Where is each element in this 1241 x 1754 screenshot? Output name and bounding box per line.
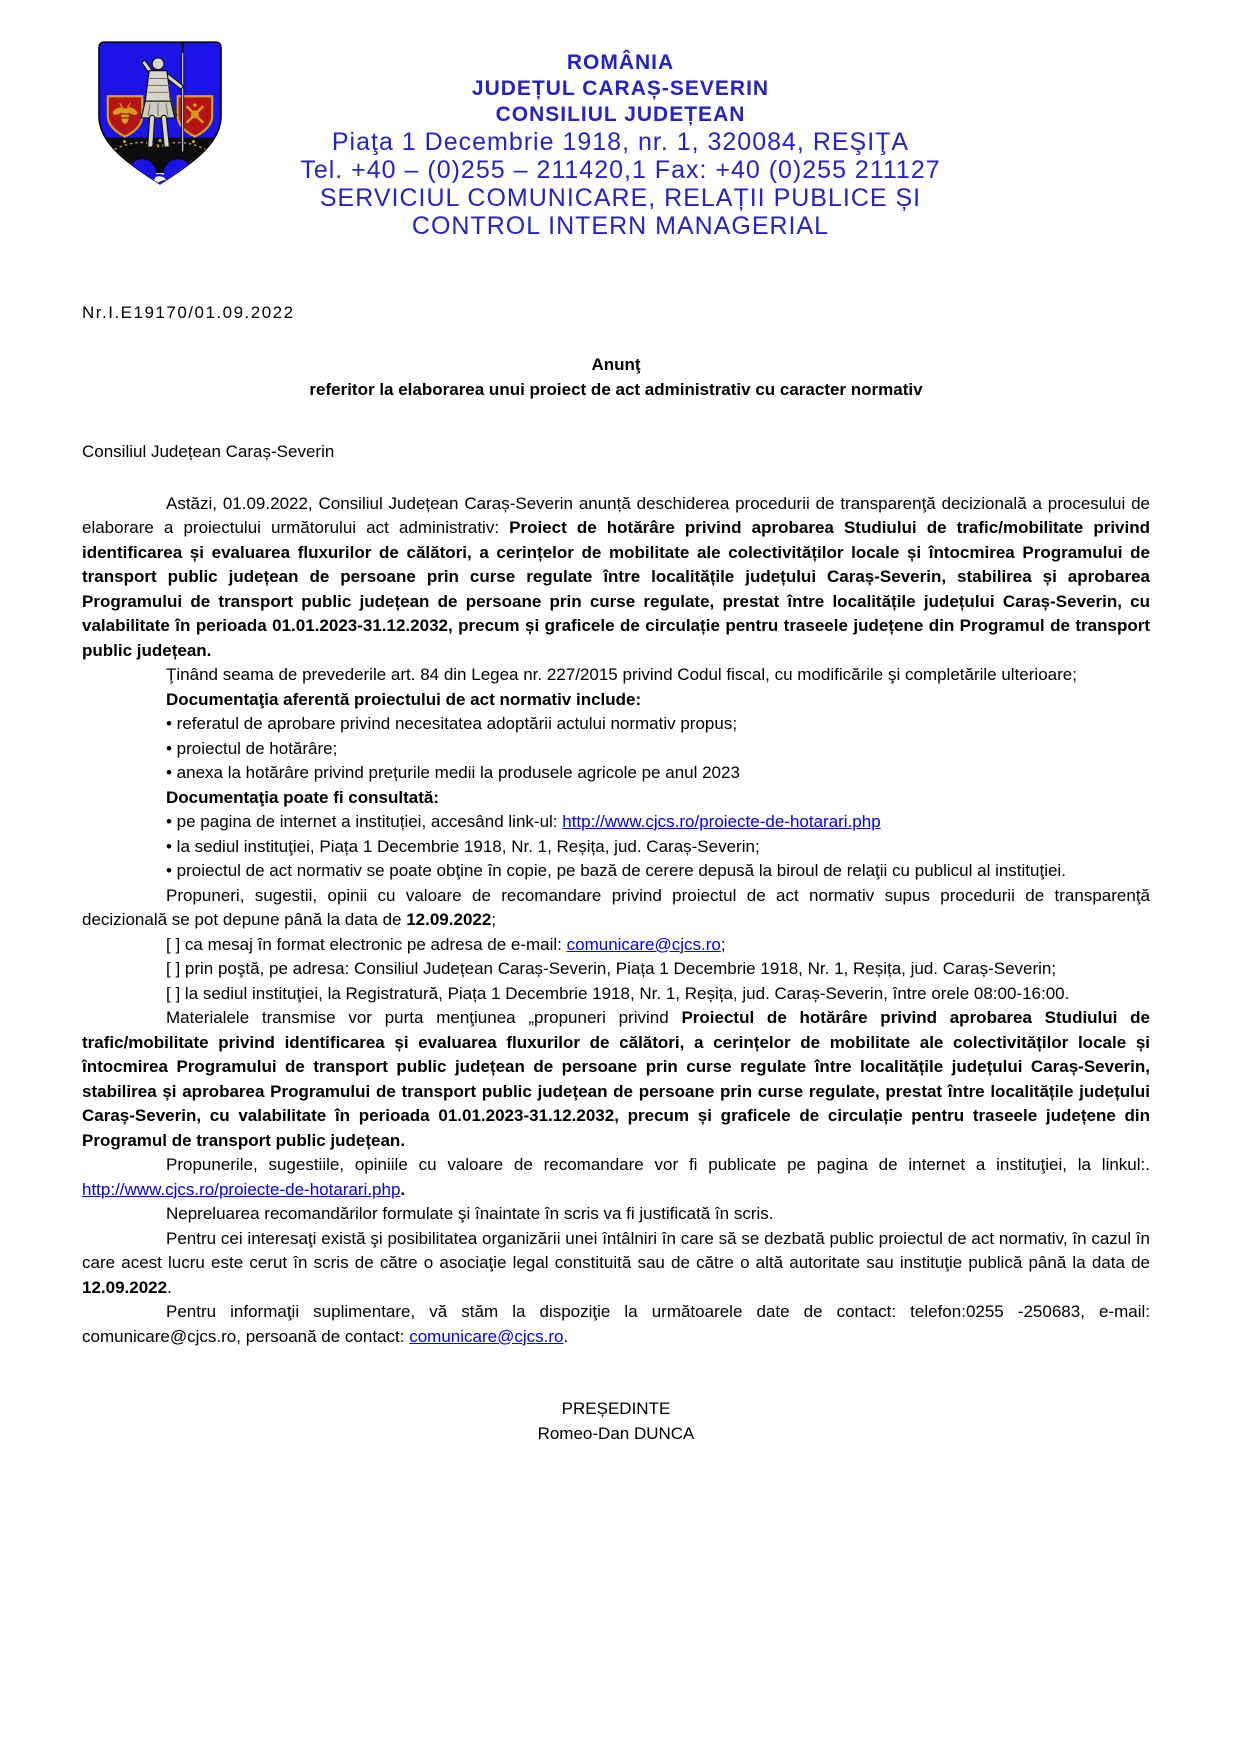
hyperlink[interactable]: comunicare@cjcs.ro (409, 1326, 564, 1346)
text-run: [ ] prin poştă, pe adresa: Consiliul Județean Caraș-Severin, Piața 1 Decembrie 1918, Nr. 1, Reșița, jud. Caraș-Severin; (166, 959, 1057, 978)
department-line-1: SERVICIUL COMUNICARE, RELAȚII PUBLICE ȘI (319, 184, 922, 212)
text-run: . (167, 1277, 172, 1297)
bold-text-run: 12.09.2022 (82, 1277, 168, 1297)
hyperlink[interactable]: http://www.cjcs.ro/proiecte-de-hotarari.php (82, 1179, 401, 1199)
text-run: ; (491, 910, 497, 929)
county-name: JUDEȚUL CARAȘ-SEVERIN (471, 77, 770, 100)
institution-phone-fax: Tel. +40 – (0)255 – 211420,1 Fax: +40 (0)255 211127 (300, 156, 941, 184)
text-run: Propunerile, sugestiile, opiniile cu valoare de recomandare vor fi publicate pe pagina de internet a instituţiei, la linkul:. (166, 1155, 1150, 1174)
text-run: [ ] la sediul instituţiei, la Registratură, Piața 1 Decembrie 1918, Nr. 1, Reșița, jud. Caraș-Severin, între orele 08:00-16:00. (166, 983, 1070, 1003)
paragraph (82, 1153, 1150, 1202)
country-name: ROMÂNIA (566, 51, 675, 74)
paragraph (82, 884, 1150, 933)
institution-address: Piaţa 1 Decembrie 1918, nr. 1, 320084, REŞIŢA (331, 128, 910, 156)
addressee: Consiliul Județean Caraș-Severin (82, 442, 335, 461)
reference-number: Nr.I.E19170/01.09.2022 (82, 303, 295, 322)
text-run: Pentru cei interesaţi există şi posibilitatea organizării unei întâlniri în care să se dezbată public proiectul de act normativ, în cazul în care acest lucru este cerut în scris de către o asociaţie legal constituită sau de către o altă autoritate sau instituţie publică până la data de (82, 1228, 1150, 1272)
institution-name: CONSILIUL JUDEȚEAN (495, 103, 746, 126)
paragraph (82, 933, 1150, 958)
signature-role: PREȘEDINTE (561, 1399, 671, 1418)
paragraph (82, 761, 1150, 786)
text-run: Pentru informaţii suplimentare, vă stăm la dispoziţie la următoarele date de contact: telefon:0255 -250683, e-mail: comunicare@cjcs.ro, persoană de contact: (82, 1302, 1150, 1346)
text-run: ; (720, 934, 726, 954)
bold-text-run: Proiect de hotărâre privind aprobarea Studiului de trafic/mobilitate privind identificarea și evaluarea fluxurilor de călători, a cerințelor de mobilitate ale colectivităților locale și întocmirea Programului de transport public județean de persoane prin curse regulate între localitățile județului Caraș-Severin, stabilirea și aprobarea Programului de transport public județean de persoane prin curse regulate, prestat între localitățile județului Caraș-Severin, cu valabilitate în perioada 01.01.2023-31.12.2032, precum și graficele de circulație pentru traseele județene din Programul de transport public județean. (82, 518, 1150, 660)
paragraph (82, 663, 1150, 688)
signature-name: Romeo-Dan DUNCA (537, 1423, 695, 1443)
letterhead (0, 0, 1241, 255)
paragraph (82, 810, 1150, 835)
paragraph (82, 1227, 1150, 1301)
bold-text-run: . (400, 1179, 406, 1199)
paragraph (82, 712, 1150, 737)
paragraph (82, 737, 1150, 762)
paragraph (82, 492, 1150, 664)
text-run: • proiectul de hotărâre; (166, 738, 338, 758)
hyperlink[interactable]: http://www.cjcs.ro/proiecte-de-hotarari.php (562, 812, 881, 831)
bold-text-run: Documentaţia aferentă proiectului de act normativ include: (166, 689, 642, 709)
text-run: [ ] ca mesaj în format electronic pe adresa de e-mail: (166, 934, 567, 954)
text-run: Materialele transmise vor purta menţiunea „propuneri privind (166, 1008, 682, 1027)
paragraph (82, 688, 1150, 713)
document-body (82, 492, 1150, 1350)
text-run: • referatul de aprobare privind necesitatea adoptării actului normativ propus; (166, 714, 738, 733)
bold-text-run: Documentaţia poate fi consultată: (166, 787, 439, 807)
text-run: • pe pagina de internet a instituției, accesând link-ul: (166, 812, 563, 831)
paragraph (82, 982, 1150, 1007)
text-run: Ţinând seama de prevederile art. 84 din Legea nr. 227/2015 privind Codul fiscal, cu modificările şi completările ulterioare; (166, 665, 1077, 684)
paragraph (82, 1202, 1150, 1227)
text-run: • la sediul instituţiei, Piața 1 Decembrie 1918, Nr. 1, Reșița, jud. Caraș-Severin; (166, 836, 760, 856)
bold-text-run: 12.09.2022 (406, 910, 492, 929)
paragraph (82, 859, 1150, 884)
document-title (82, 353, 1150, 402)
caras-severin-coat-of-arms-icon (95, 38, 225, 188)
text-run: Nepreluarea recomandărilor formulate şi înaintate în scris va fi justificată în scris. (166, 1204, 774, 1223)
text-run: Propuneri, sugestii, opinii cu valoare de recomandare privind proiectul de act normativ supus procedurii de transparenţă decizională se pot depune până la data de (82, 885, 1150, 929)
hyperlink[interactable]: comunicare@cjcs.ro (566, 934, 721, 954)
paragraph (82, 1300, 1150, 1349)
document-content (0, 303, 1241, 1446)
text-run: . (563, 1326, 569, 1346)
paragraph (82, 835, 1150, 860)
title-line-2: referitor la elaborarea unui proiect de act administrativ cu caracter normativ (309, 379, 923, 399)
department-line-2: CONTROL INTERN MANAGERIAL (411, 212, 830, 240)
paragraph (82, 786, 1150, 811)
paragraph (82, 1006, 1150, 1153)
paragraph (82, 957, 1150, 982)
text-run: • proiectul de act normativ se poate obţine în copie, pe bază de cerere depusă la biroul de relaţii cu publicul al instituţiei. (166, 861, 1066, 880)
text-run: Astăzi, 01.09.2022, Consiliul Județean Caraș-Severin anunță deschiderea procedurii de transparenţă decizională a procesului de elaborare a proiectului următorului act administrativ: (82, 493, 1150, 537)
text-run: • anexa la hotărâre privind prețurile medii la produsele agricole pe anul 2023 (166, 763, 740, 782)
bold-text-run: Proiectul de hotărâre privind aprobarea Studiului de trafic/mobilitate privind identificarea și evaluarea fluxurilor de călători, a cerințelor de mobilitate ale colectivităților locale și întocmirea Programului de transport public județean de persoane prin curse regulate între localitățile județului Caraș-Severin, stabilirea și aprobarea Programului de transport public județean de persoane prin curse regulate, prestat între localitățile județului Caraș-Severin, cu valabilitate în perioada 01.01.2023-31.12.2032, precum și graficele de circulație pentru traseele județene din Programul de transport public județean. (82, 1008, 1150, 1150)
signature-block (82, 1397, 1150, 1446)
title-line-1: Anunţ (591, 355, 641, 374)
